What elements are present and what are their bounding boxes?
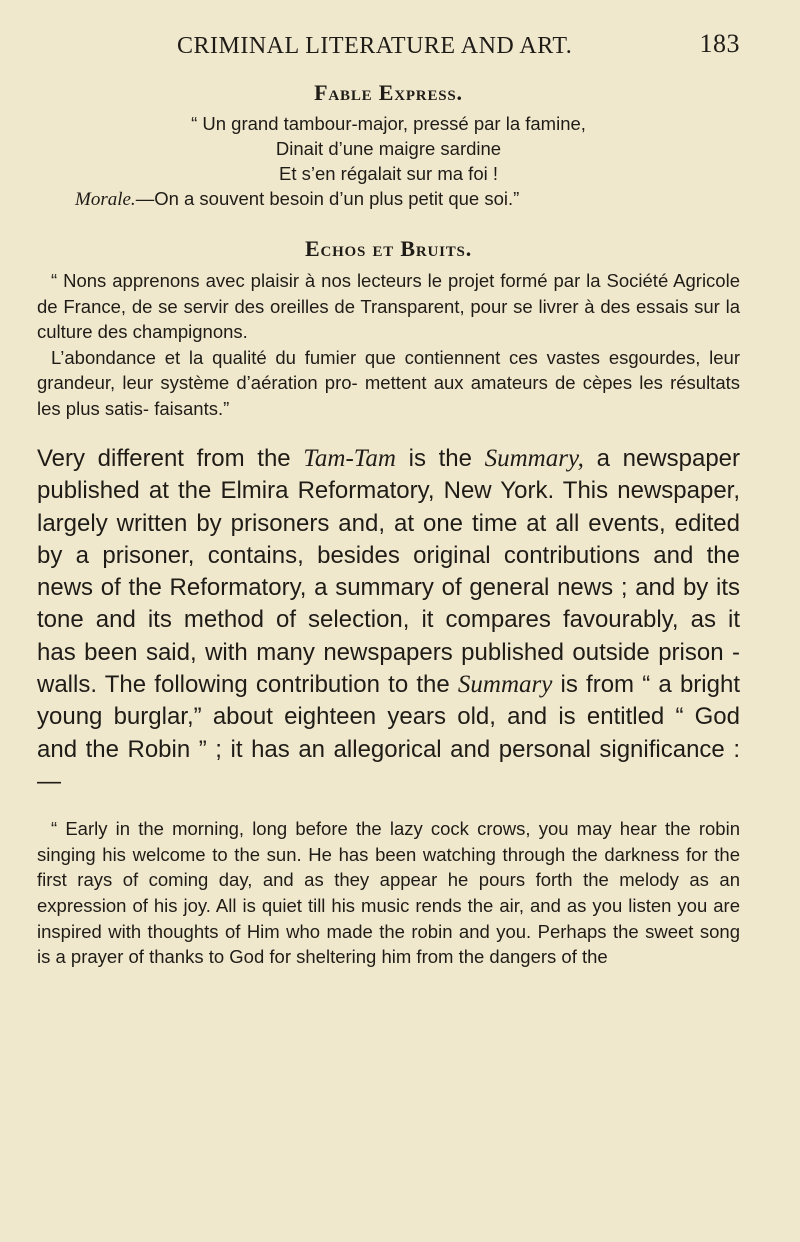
verse-line: Et s’en régalait sur ma foi !	[278, 163, 498, 184]
verse-line: “ Un grand tambour-major, pressé par la famine,	[191, 113, 586, 134]
robin-quote: “ Early in the morning, long before the lazy cock crows, you may hear the robin singing his welcome to the sun. He has been watching through the darkness for the first rays of coming day, and as they appear he pours forth the melody as an expression of his joy. All is quiet till his music rends the air, and as you listen you are inspired with thoughts of Him who made the robin and you. Perhaps the sweet song is a prayer of thanks to God for sheltering him from the dangers of the	[37, 818, 740, 968]
running-head	[37, 28, 740, 60]
body-text: Very different from the	[37, 445, 304, 472]
title-summary: Summary	[457, 671, 553, 699]
verse-moral	[37, 186, 740, 212]
running-title: CRIMINAL LITERATURE AND ART.	[177, 33, 573, 59]
body-text: is the	[395, 445, 485, 472]
moral-text: —On a souvent besoin d’un plus petit que soi.”	[135, 188, 520, 209]
echos-paragraph: “ Nons apprenons avec plaisir à nos lecteurs le projet formé par la Société Agricole de France, de se servir des oreilles de Transparent, pour se livrer à des essais sur la culture des champignons.	[37, 270, 740, 342]
title-summary: Summary,	[484, 445, 584, 472]
body-text: is from “ a bright young burglar,” about eighteen years old, and is entitled “ God and the Robin ” ; it has an allegorical and personal significance :—	[37, 671, 740, 795]
fable-title: Fable Express.	[314, 80, 463, 105]
page-number: 183	[699, 29, 740, 58]
verse-line: Dinait d’une maigre sardine	[275, 138, 502, 159]
echos-paragraph: L’abondance et la qualité du fumier que contiennent ces vastes esgourdes, leur grandeur, leur système d’aération pro- mettent aux amateurs de cèpes les résultats les plus satis- faisants.”	[37, 346, 740, 419]
title-tam-tam: Tam-Tam	[303, 445, 396, 472]
body-paragraph	[37, 443, 740, 798]
moral-label: Morale.	[75, 189, 136, 210]
echos-title: Echos et Bruits.	[304, 236, 473, 261]
body-text: a newspaper published at the Elmira Reformatory, New York. This newspaper, largely written by prisoners and, at one time at all events, edited by a prisoner, contains, besides original contributions and the news of the Reformatory, a summary of general news ; and by its tone and its method of selection, it compares favourably, as it has been said, with many newspapers published outside prison - walls. The following contribution to the	[37, 445, 741, 699]
fable-verse	[37, 111, 740, 212]
